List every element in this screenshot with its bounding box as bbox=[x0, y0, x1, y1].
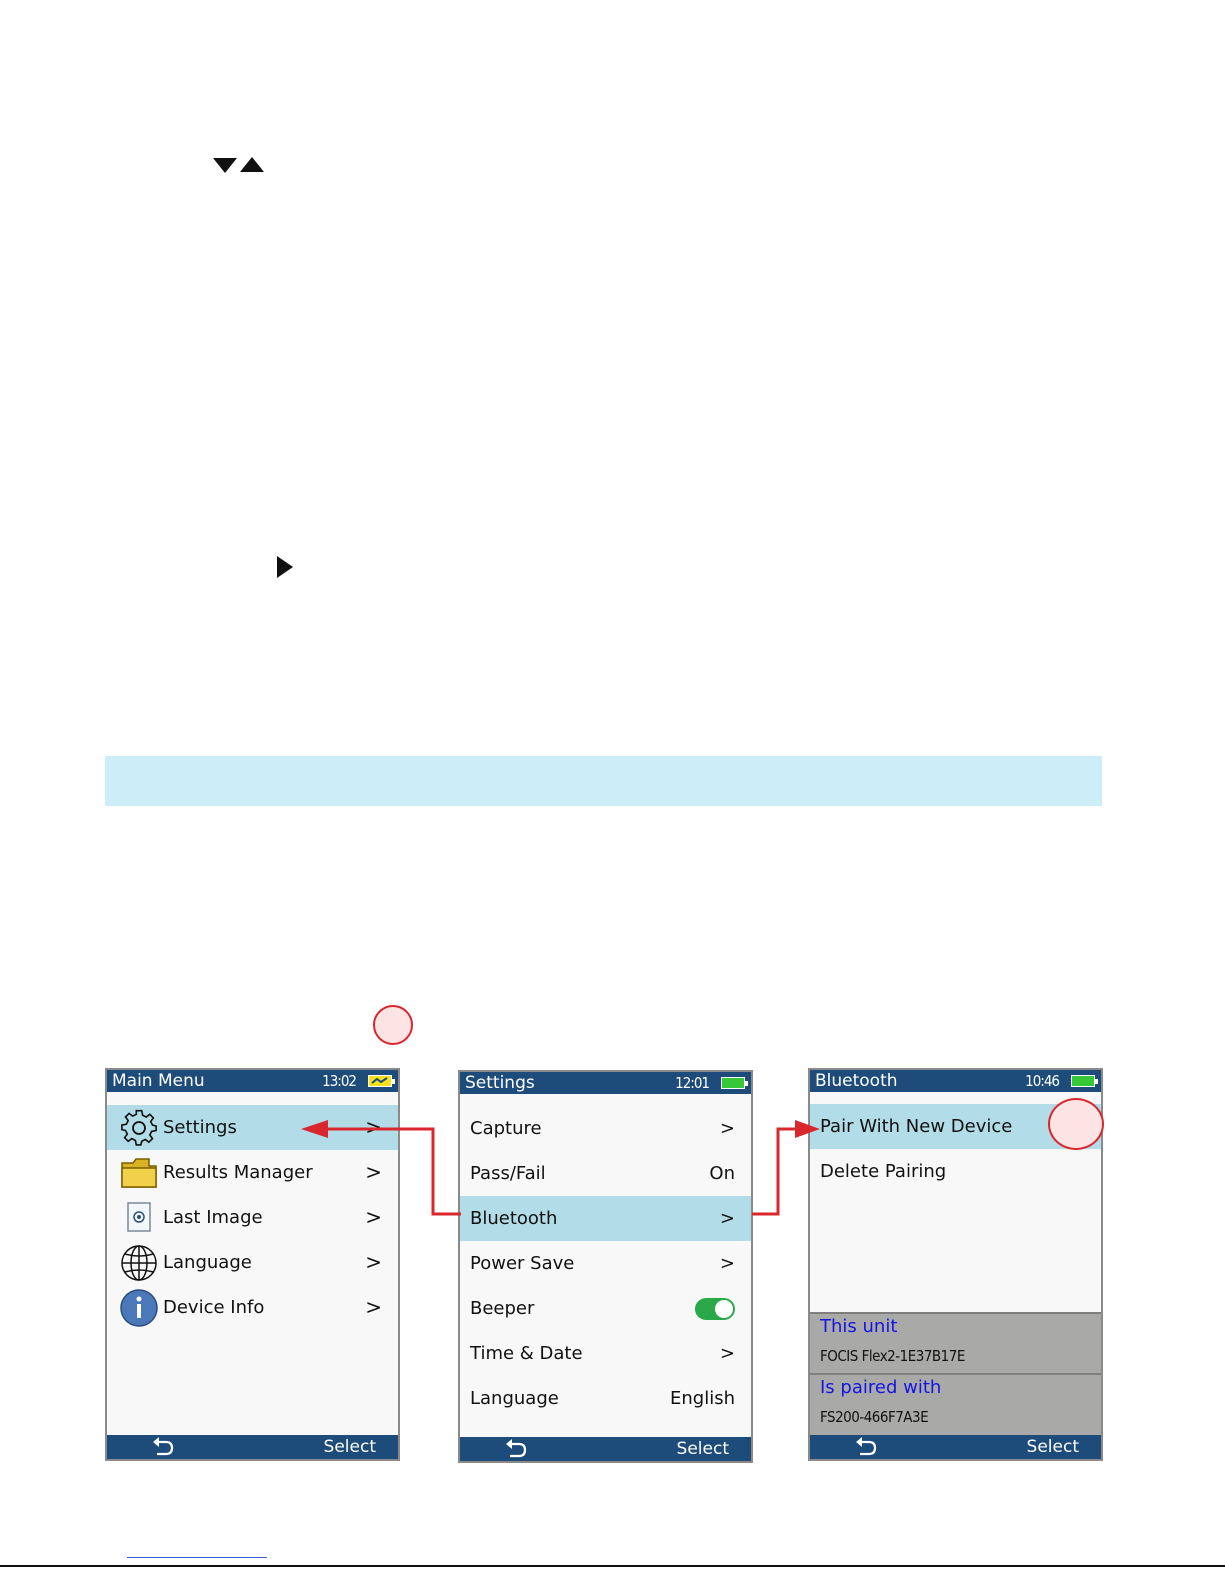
this-unit-heading: This unit bbox=[820, 1316, 898, 1337]
select-softkey[interactable]: Select bbox=[1026, 1437, 1079, 1457]
arrow-head-left-icon bbox=[301, 1120, 328, 1138]
settings-item-label: Time & Date bbox=[470, 1343, 583, 1364]
screen-title: Main Menu bbox=[112, 1071, 205, 1091]
select-softkey[interactable]: Select bbox=[676, 1439, 729, 1459]
settings-item-label: Bluetooth bbox=[470, 1208, 558, 1229]
clock: 12:01 bbox=[675, 1074, 709, 1092]
arrow-head-right-icon bbox=[795, 1120, 820, 1138]
bluetooth-item-label: Delete Pairing bbox=[820, 1161, 947, 1182]
chevron-right-icon: > bbox=[719, 1343, 735, 1364]
footer-link-underline bbox=[127, 1557, 267, 1558]
paired-with-value: FS200-466F7A3E bbox=[820, 1408, 929, 1426]
settings-item-label: Language bbox=[470, 1388, 559, 1409]
footer-rule bbox=[0, 1565, 1225, 1567]
menu-item-label: Device Info bbox=[163, 1297, 265, 1318]
screen-title: Settings bbox=[465, 1073, 535, 1093]
arrow-bluetooth-connector bbox=[752, 1129, 800, 1214]
select-softkey[interactable]: Select bbox=[323, 1437, 376, 1457]
settings-item-label: Beeper bbox=[470, 1298, 535, 1319]
this-unit-value: FOCIS Flex2-1E37B17E bbox=[820, 1347, 965, 1365]
chevron-right-icon: > bbox=[365, 1205, 382, 1229]
screen-title: Bluetooth bbox=[815, 1071, 898, 1091]
settings-item-label: Capture bbox=[470, 1118, 542, 1139]
chevron-right-icon: > bbox=[719, 1118, 735, 1139]
chevron-right-icon: > bbox=[365, 1160, 382, 1184]
settings-item-value: On bbox=[709, 1163, 735, 1184]
chevron-right-icon: > bbox=[719, 1253, 735, 1274]
chevron-right-icon: > bbox=[365, 1115, 382, 1139]
clock: 10:46 bbox=[1025, 1072, 1059, 1090]
menu-item-label: Settings bbox=[163, 1117, 237, 1138]
settings-item-value: English bbox=[670, 1388, 735, 1409]
paired-with-heading: Is paired with bbox=[820, 1377, 942, 1398]
settings-item-label: Pass/Fail bbox=[470, 1163, 546, 1184]
bluetooth-item-label: Pair With New Device bbox=[820, 1116, 1013, 1137]
chevron-right-icon: > bbox=[719, 1208, 735, 1229]
menu-item-label: Results Manager bbox=[163, 1162, 313, 1183]
clock: 13:02 bbox=[322, 1072, 356, 1090]
menu-item-label: Last Image bbox=[163, 1207, 263, 1228]
chevron-right-icon: > bbox=[365, 1250, 382, 1274]
settings-item-label: Power Save bbox=[470, 1253, 575, 1274]
arrow-settings-connector bbox=[325, 1129, 461, 1214]
menu-item-label: Language bbox=[163, 1252, 252, 1273]
chevron-right-icon: > bbox=[365, 1295, 382, 1319]
